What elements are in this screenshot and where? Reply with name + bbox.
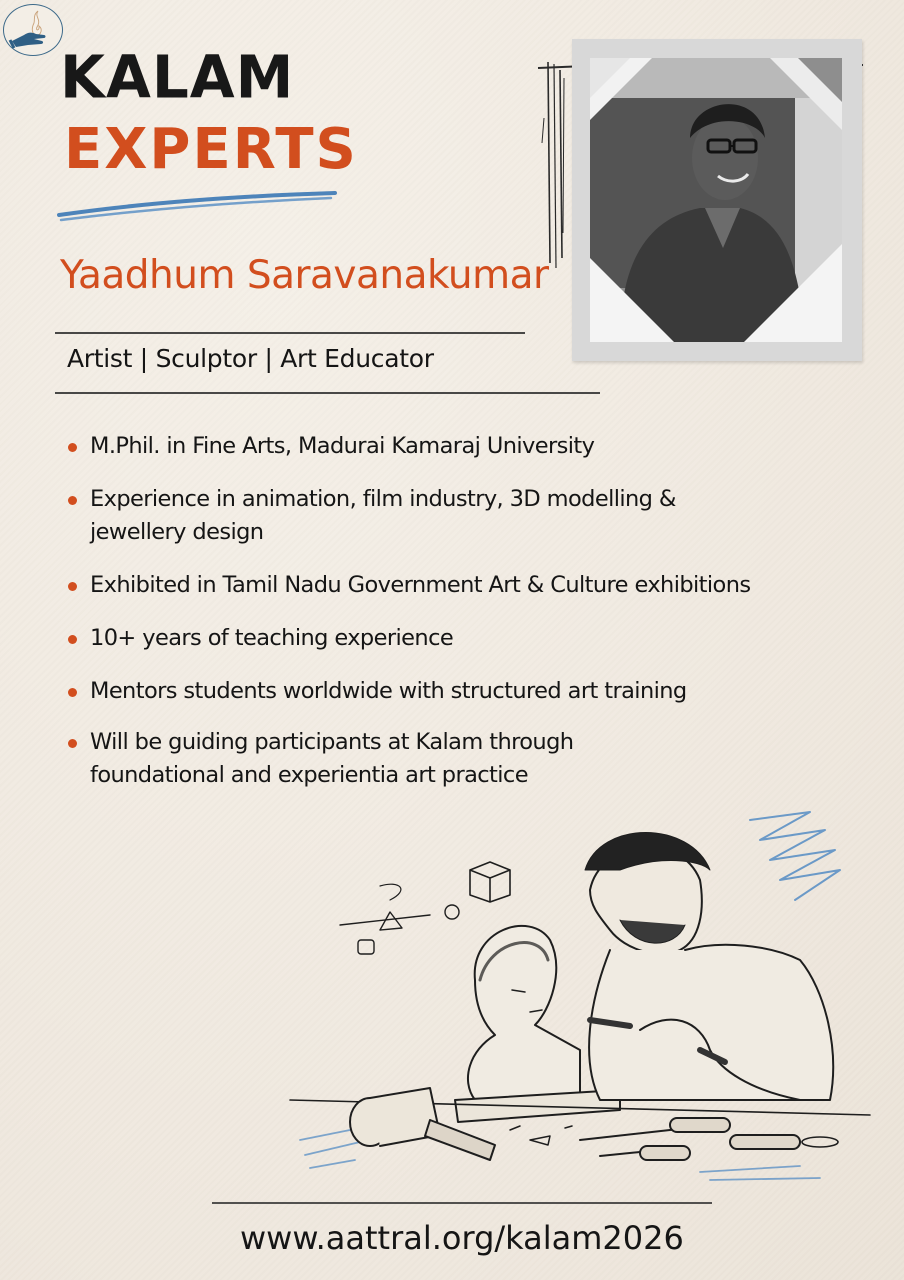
title-experts: EXPERTS [64, 117, 358, 182]
highlight-item: Exhibited in Tamil Nadu Government Art & Culture exhibitions [68, 569, 848, 602]
expert-photo [590, 58, 842, 342]
portrait-image [590, 58, 842, 342]
bullet-dot-icon [68, 443, 77, 452]
bullet-dot-icon [68, 496, 77, 505]
expert-roles: Artist | Sculptor | Art Educator [67, 344, 434, 373]
expert-name: Yaadhum Saravanakumar [60, 253, 549, 298]
bullet-dot-icon [68, 582, 77, 591]
highlight-item: 10+ years of teaching experience [68, 622, 848, 655]
website-link[interactable]: www.aattral.org/kalam2026 [240, 1219, 684, 1257]
bullet-dot-icon [68, 739, 77, 748]
title-kalam: KALAM [60, 42, 295, 112]
kalam-logo [3, 4, 63, 56]
bullet-dot-icon [68, 688, 77, 697]
hand-holding-flame-icon [4, 5, 62, 55]
sculptor-illustration [280, 800, 880, 1190]
highlight-item: Will be guiding participants at Kalam through foundational and experientia art practice [68, 726, 650, 792]
highlights-list [68, 430, 848, 792]
footer-divider [212, 1202, 712, 1204]
highlight-item: Experience in animation, film industry, 3D modelling & jewellery design [68, 483, 740, 549]
divider-line [55, 392, 600, 394]
highlight-item: M.Phil. in Fine Arts, Madurai Kamaraj University [68, 430, 848, 463]
bullet-dot-icon [68, 635, 77, 644]
divider-line [55, 332, 525, 334]
highlight-item: Mentors students worldwide with structured art training [68, 675, 848, 708]
blue-underline-stroke [55, 185, 340, 225]
